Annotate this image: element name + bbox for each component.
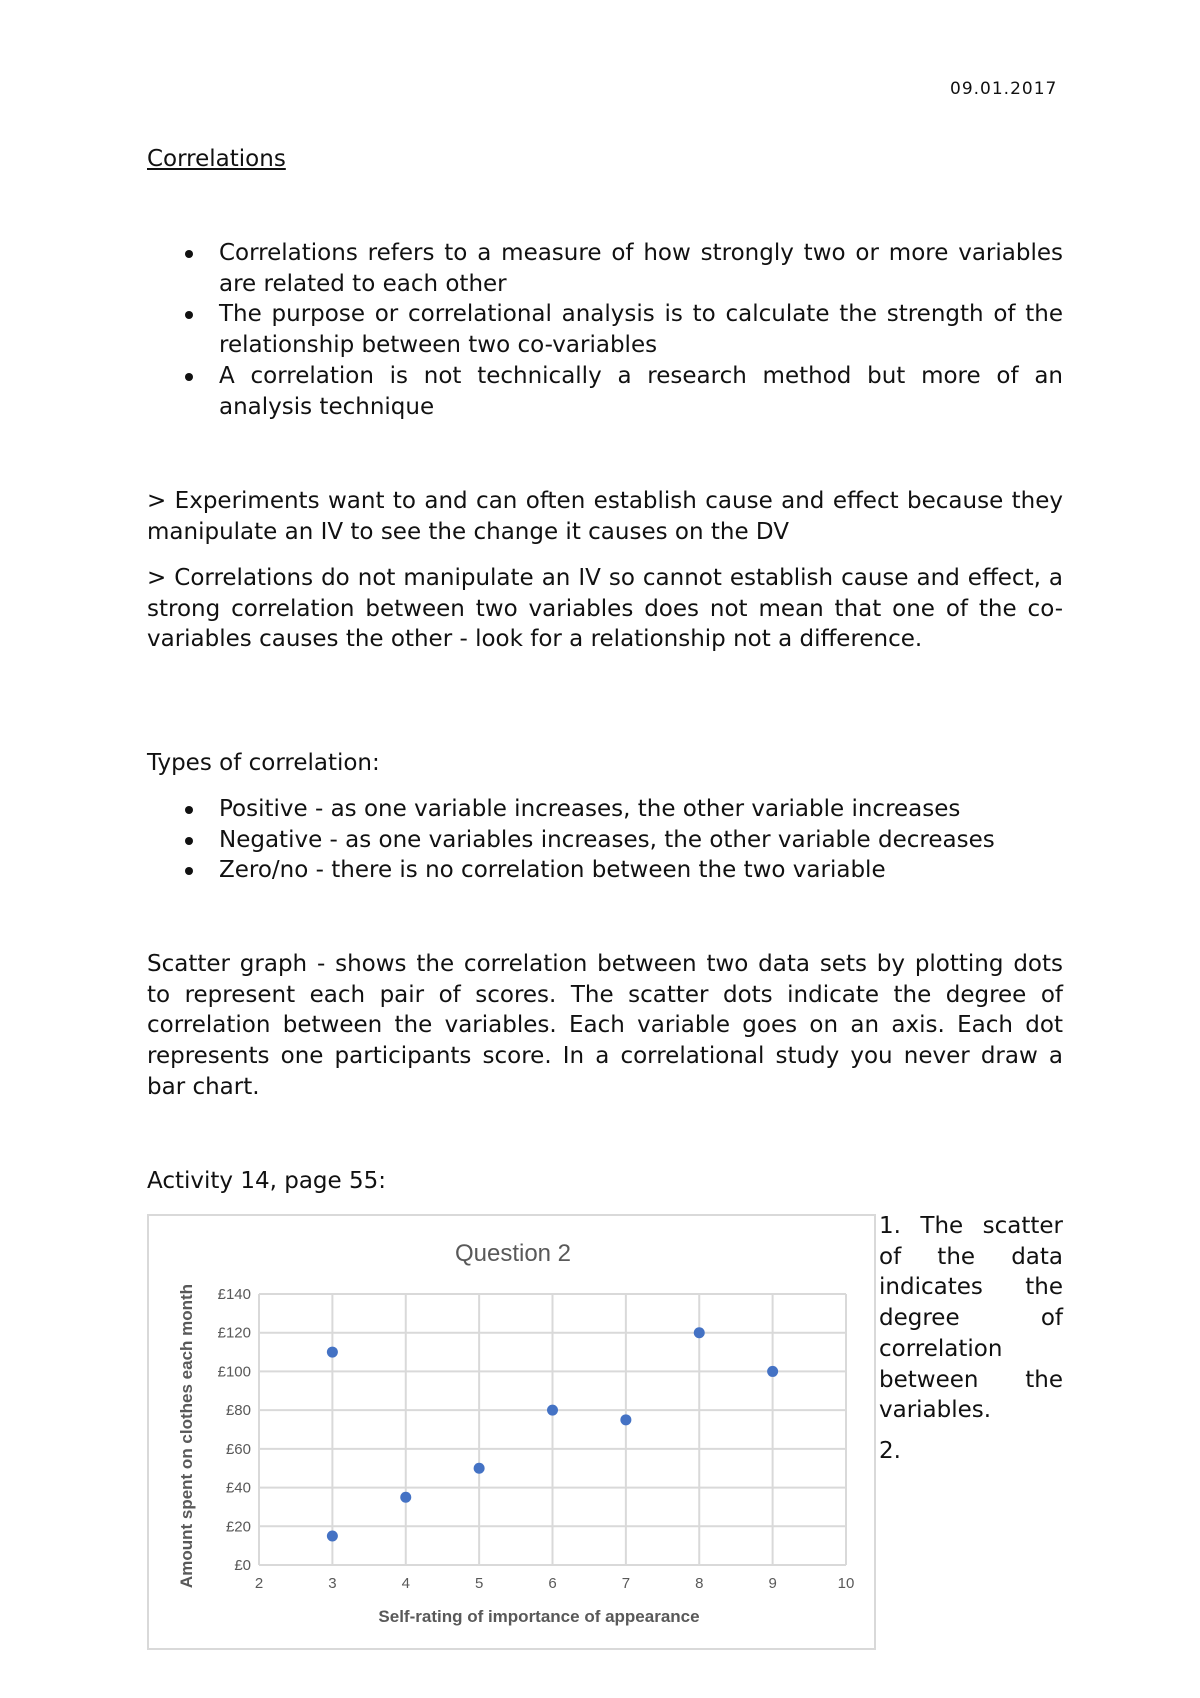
- x-tick-label: 10: [837, 1575, 855, 1592]
- scatter-paragraph: Scatter graph - shows the correlation between two data sets by plotting dots to represent each pair of scores. The scatter dots indicate the degree of correlation between the variables. Each variable goes on an axis. Each dot represents one participants score. In a correlational study you never draw a bar chart.: [147, 951, 1063, 1100]
- y-tick-label: £0: [234, 1557, 251, 1574]
- y-tick-label: £60: [225, 1440, 251, 1458]
- x-tick-label: 6: [548, 1575, 557, 1592]
- page-title: Correlations: [147, 146, 286, 172]
- data-point: [767, 1366, 778, 1377]
- y-tick-label: £80: [225, 1402, 251, 1420]
- types-list: [147, 794, 1063, 886]
- answer-1: 1. The scatter of the data indicates the degree of correlation between the variables.: [879, 1213, 1063, 1424]
- data-point: [474, 1463, 485, 1474]
- types-heading: Types of correlation:: [147, 750, 380, 776]
- paragraph-experiments: > Experiments want to and can often establish cause and effect because they manipulate an IV to see the change it causes on the DV: [147, 488, 1063, 545]
- y-tick-label: £40: [225, 1479, 251, 1497]
- y-tick-label: £120: [217, 1324, 251, 1342]
- x-tick-label: 5: [474, 1575, 484, 1592]
- y-tick-label: £140: [217, 1286, 251, 1303]
- data-point: [547, 1405, 558, 1416]
- x-tick-label: 8: [695, 1575, 704, 1592]
- intro-list: [147, 238, 1063, 422]
- list-item: The purpose or correlational analysis is to calculate the strength of the relationship between two co-variables: [147, 299, 1063, 360]
- y-tick-label: £100: [217, 1363, 251, 1381]
- data-point: [327, 1530, 338, 1541]
- data-point: [694, 1327, 705, 1338]
- data-point: [620, 1414, 631, 1425]
- activity-heading: Activity 14, page 55:: [147, 1168, 386, 1194]
- chart-title: Question 2: [454, 1240, 572, 1267]
- data-point: [400, 1492, 411, 1503]
- answer-2: 2.: [879, 1437, 901, 1464]
- x-tick-label: 2: [254, 1575, 264, 1592]
- list-item: Negative - as one variables increases, the other variable decreases: [147, 825, 1063, 856]
- chart-svg: [149, 1216, 874, 1648]
- x-tick-label: 9: [768, 1575, 777, 1592]
- x-tick-label: 4: [401, 1575, 410, 1592]
- date: 09.01.2017: [950, 79, 1058, 99]
- x-tick-label: 7: [621, 1575, 631, 1592]
- paragraph-correlations: > Correlations do not manipulate an IV so cannot establish cause and effect, a strong correlation between two variables does not mean that one of the co-variables causes the other - look for a relationship not a difference.: [147, 565, 1063, 653]
- scatter-chart: [147, 1214, 876, 1650]
- answers: [879, 1211, 1063, 1477]
- list-item: A correlation is not technically a research method but more of an analysis technique: [147, 361, 1063, 422]
- y-axis-label: Amount spent on clothes each month: [177, 1283, 196, 1589]
- x-tick-label: 3: [328, 1575, 337, 1592]
- list-item: Correlations refers to a measure of how strongly two or more variables are related to each other: [147, 238, 1063, 299]
- y-tick-label: £20: [225, 1518, 251, 1536]
- list-item: Positive - as one variable increases, the other variable increases: [147, 794, 1063, 825]
- data-point: [327, 1347, 338, 1358]
- list-item: Zero/no - there is no correlation between the two variable: [147, 855, 1063, 886]
- x-axis-label: Self-rating of importance of appearance: [378, 1607, 700, 1626]
